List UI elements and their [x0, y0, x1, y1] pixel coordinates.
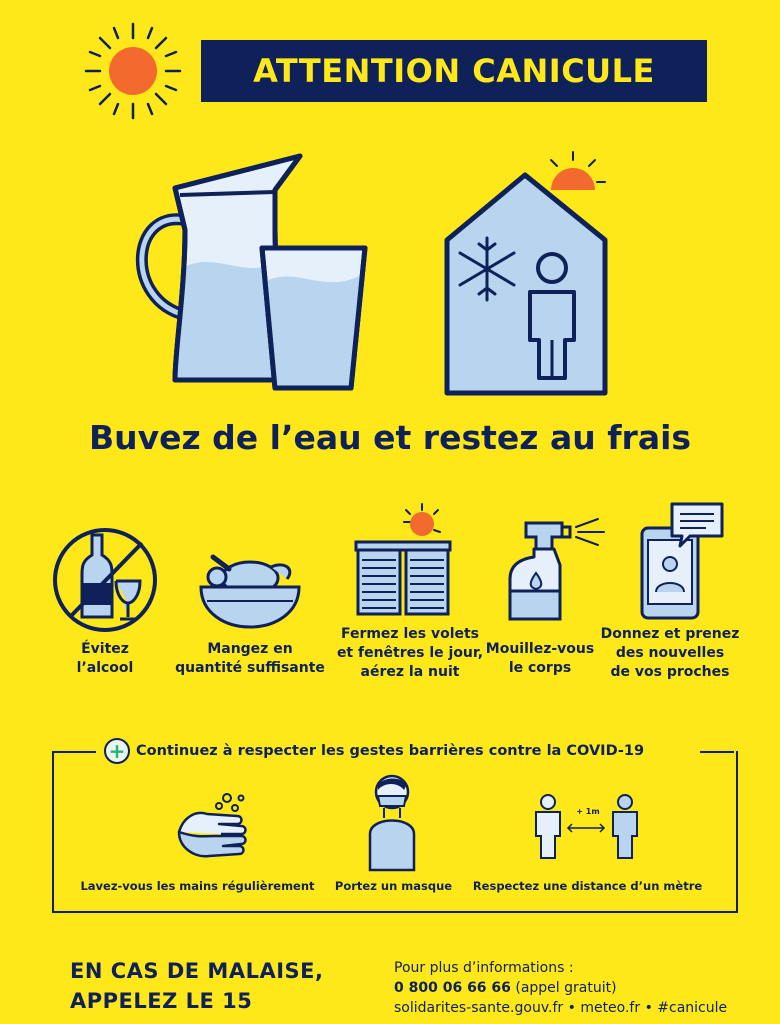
distance-people-icon — [530, 792, 645, 862]
no-alcohol-icon — [50, 525, 160, 635]
page-title: ATTENTION CANICULE — [201, 40, 707, 102]
distance-tag: + 1m — [576, 807, 600, 816]
phone-number[interactable]: 0 800 06 66 66 — [394, 980, 511, 996]
masked-person-icon — [364, 772, 422, 872]
covid-item-mask: Portez un masque — [334, 879, 453, 893]
covid-box-top-left — [52, 751, 96, 753]
main-headline: Buvez de l’eau et restez au frais — [88, 418, 692, 457]
tip-no-alcohol: Évitez l’alcool — [76, 641, 134, 676]
food-bowl-icon — [195, 543, 305, 633]
tip-eat-enough: Mangez en quantité suffisante — [175, 641, 325, 676]
tip-close-shutters: Fermez les volets et fenêtres le jour, aérez la nuit — [336, 626, 484, 680]
more-info: Pour plus d’informations : 0 800 06 66 66 (appel gratuit) solidarites-sante.gouv.fr • meteo.fr • #canicule — [394, 960, 728, 1016]
covid-item-distance: Respectez une distance d’un mètre — [472, 879, 703, 893]
water-jug-icon — [125, 150, 385, 400]
info-links[interactable]: solidarites-sante.gouv.fr • meteo.fr • #canicule — [394, 1000, 728, 1016]
covid-box-top-right — [700, 751, 734, 753]
spray-bottle-icon — [500, 515, 610, 630]
covid-item-handwash: Lavez-vous les mains régulièrement — [80, 879, 315, 893]
shutters-icon — [352, 500, 462, 620]
covid-title: + Continuez à respecter les gestes barrières contre la COVID-19 — [104, 737, 644, 765]
cool-house-icon — [435, 150, 625, 400]
tip-wet-body: Mouillez-vous le corps — [485, 641, 595, 676]
sun-icon — [78, 16, 188, 126]
phone-news-icon — [632, 500, 732, 625]
plus-icon: + — [104, 738, 130, 764]
tip-contact-relatives: Donnez et prenez des nouvelles de vos proches — [600, 626, 740, 680]
handwash-icon — [175, 792, 250, 864]
emergency-notice: EN CAS DE MALAISE, APPELEZ LE 15 — [70, 959, 324, 1013]
